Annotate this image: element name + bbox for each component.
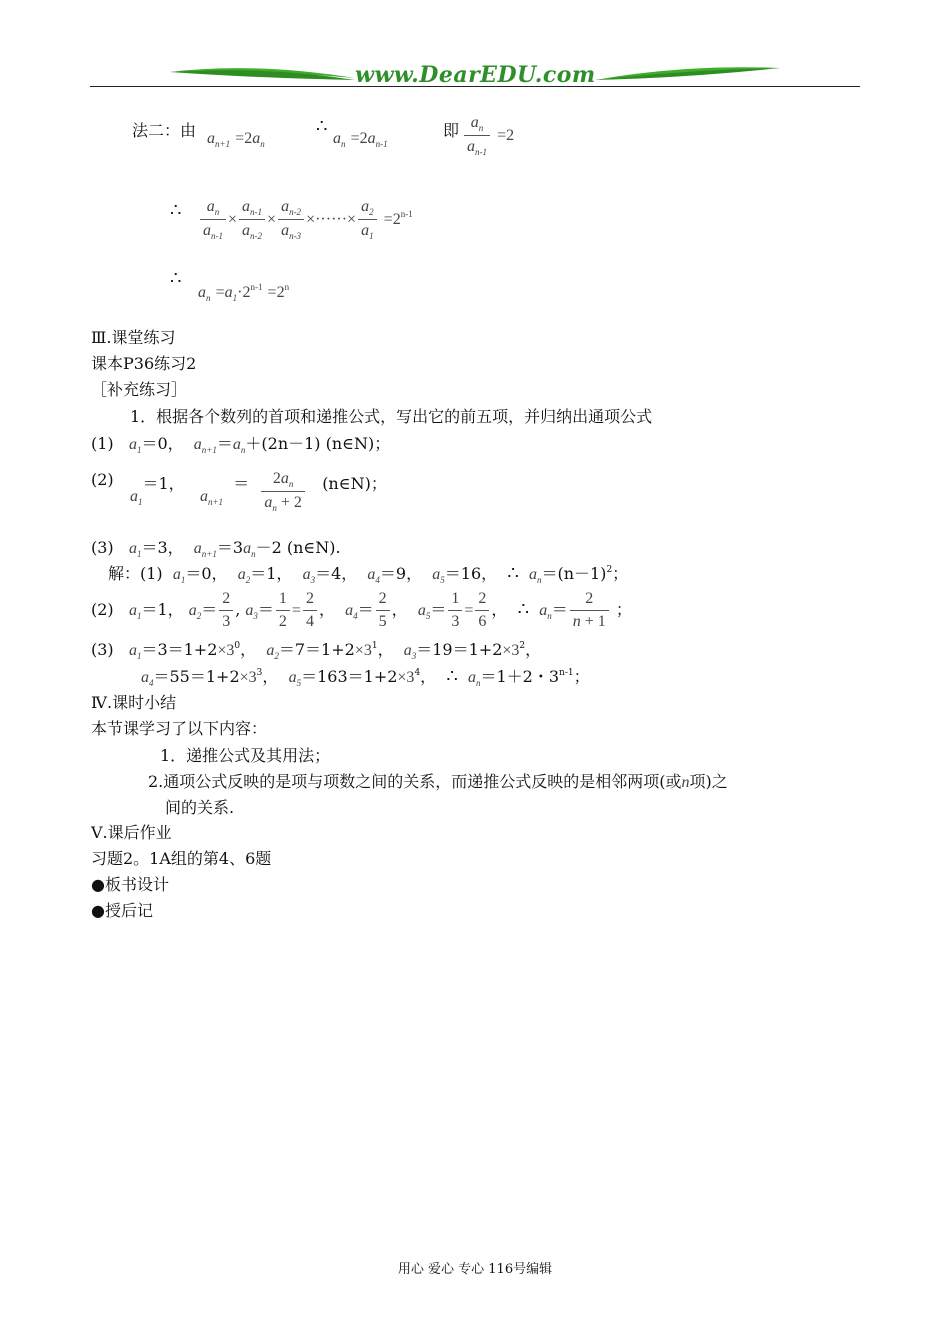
section5-title: Ⅴ.课后作业 (91, 823, 172, 842)
an-formula: $a_n =a_1\cdot 2^{n-1} =2^n$ (198, 282, 290, 303)
summary-item-2-cont: 间的关系. (165, 798, 235, 817)
question-1: 1．根据各个数列的首项和递推公式，写出它的前五项，并归纳出通项公式 (130, 407, 653, 426)
solution-2: (2) $a_1=1$， $a_2=$ $\frac{2}{3}$ , $a_3=$ $\frac{1}{2}$ = $\frac{2}{4}$ ， $a_4=$ $\frac{2}{5}$ ， $a_5=$ $\frac{1}{3}$ = $\frac{2}{6}$ ， ∴ $a_n=$ $\frac{2}{n + 1}$ ； (91, 590, 632, 630)
problem-1: (1) $a_1=0$， $a_{n+1}=a_n+(2n-1)$ (n∈N)； (91, 434, 391, 455)
header-rule (90, 86, 860, 87)
therefore-symbol: ∴ (170, 268, 182, 289)
summary-item-2: 2.通项公式反映的是项与项数之间的关系，而递推公式反映的是相邻两项(或n项)之 (148, 772, 728, 791)
homework: 习题2。1A组的第4、6题 (91, 849, 272, 868)
method2-eq1: $a_{n+1} =2a_n$ (207, 130, 265, 149)
method2-line1: 法二：由 (132, 121, 197, 140)
logo-text: www.DearEDU.com (355, 62, 596, 88)
problem-2-index: (2) (91, 470, 114, 489)
bullet-post-notes: ●授后记 (91, 901, 153, 920)
therefore-symbol: ∴ (316, 116, 328, 137)
problem-2: $a_1=1$， $a_{n+1}$ ＝ $\frac{2a_n}{a_n + 2}$ (n∈N)； (130, 470, 387, 513)
product-formula: $\frac{a_n}{a_{n-1}}$ × $\frac{a_{n-1}}{a_{n-2}}$ × $\frac{a_{n-2}}{a_{n-3}}$ ×······× $\frac{a_2}{a_1}$ $=2^{n-1}$ (198, 198, 413, 241)
method2-ratio: $\frac{a_n}{a_{n-1}}$ =2 (462, 114, 514, 157)
summary-intro: 本节课学习了以下内容： (91, 719, 268, 738)
solution-3-line1: (3) $a_1=3=1+2\times 3^0$， $a_2=7=1+2\times 3^1$， $a_3=19=1+2\times 3^2$， (91, 640, 542, 661)
summary-item-1: 1．递推公式及其用法； (160, 746, 331, 765)
section4-title: Ⅳ.课时小结 (91, 693, 177, 712)
solution-3-line2: $a_4=55=1+2\times 3^3$， $a_5=163=1+2\times 3^4$， ∴ $a_n=1+2$・3$^{n-1}$； (141, 666, 590, 688)
page-footer: 用心 爱心 专心 116号编辑 (397, 1262, 553, 1277)
supplementary-label: ［补充练习］ (91, 380, 188, 399)
method2-ji: 即 (443, 121, 460, 140)
method2-eq2: $a_n =2a_{n-1}$ (333, 130, 388, 149)
section3-title: Ⅲ.课堂练习 (91, 328, 176, 347)
problem-3: (3) $a_1=3$， $a_{n+1}=3a_n-2$ (n∈N). (91, 538, 341, 559)
therefore-symbol: ∴ (170, 200, 182, 221)
bullet-board-design: ●板书设计 (91, 875, 169, 894)
textbook-exercise: 课本P36练习2 (91, 354, 197, 373)
solution-1: 解：(1) $a_1=0$， $a_2=1$， $a_3=4$， $a_4=9$， $a_5=16$， ∴ $a_n=(n-1)^2$； (108, 563, 629, 585)
